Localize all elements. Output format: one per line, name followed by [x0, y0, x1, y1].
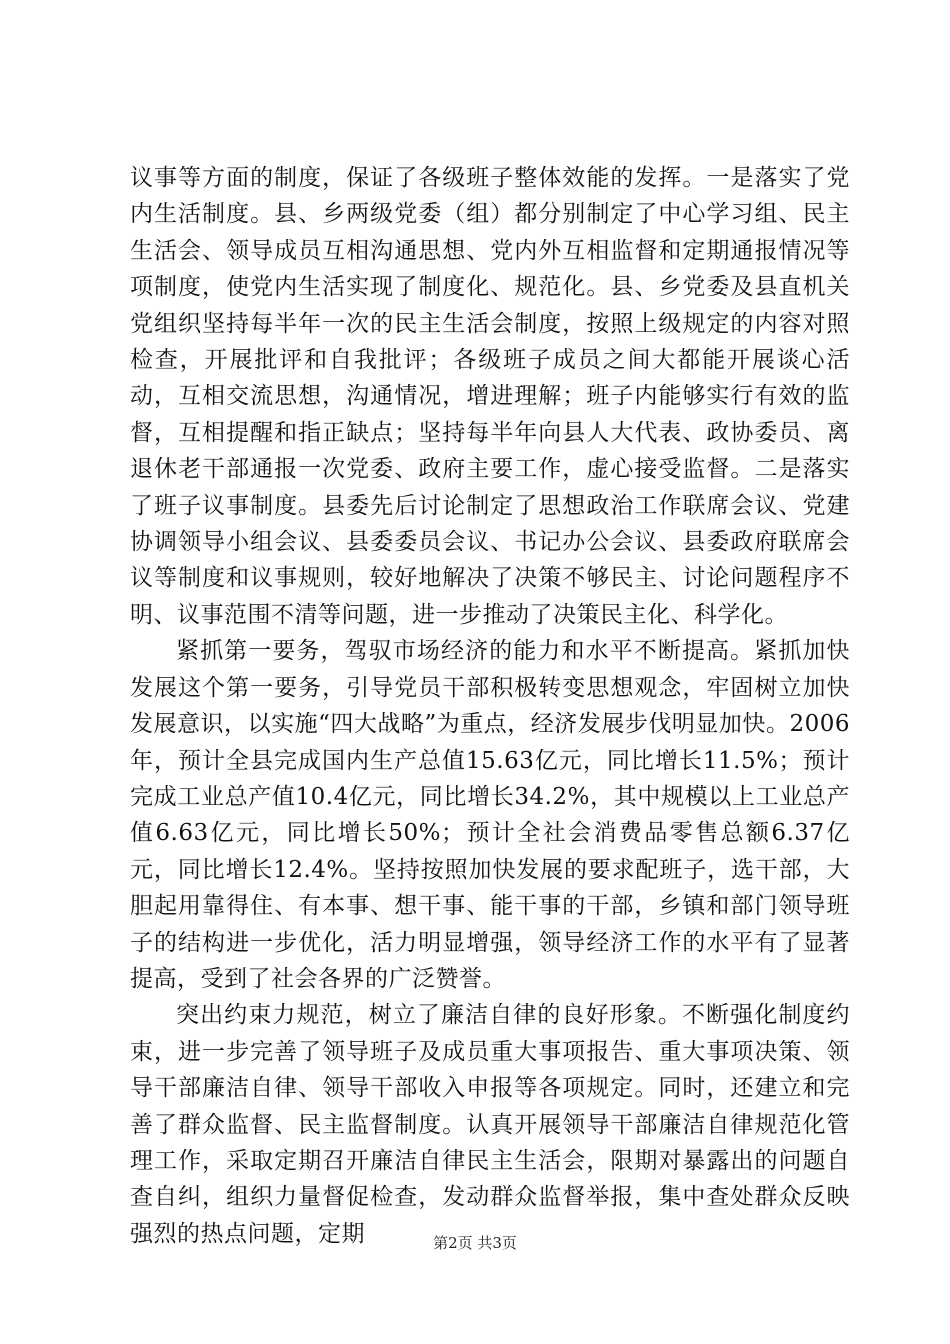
paragraph-3: 突出约束力规范，树立了廉洁自律的良好形象。不断强化制度约束，进一步完善了领导班子及成员重大事项报告、重大事项决策、领导干部廉洁自律、领导干部收入申报等各项规定。同时，还建立和完善了群众监督、民主监督制度。认真开展领导干部廉洁自律规范化管理工作，采取定期召开廉洁自律民主生活会，限期对暴露出的问题自查自纠，组织力量督促检查，发动群众监督举报，集中查处群众反映强烈的热点问题，定期	[130, 1002, 850, 1247]
paragraph-2: 紧抓第一要务，驾驭市场经济的能力和水平不断提高。紧抓加快发展这个第一要务，引导党员干部积极转变思想观念，牢固树立加快发展意识，以实施“四大战略”为重点，经济发展步伐明显加快。2006年，预计全县完成国内生产总值15.63亿元，同比增长11.5%；预计完成工业总产值10.4亿元，同比增长34.2%，其中规模以上工业总产值6.63亿元，同比增长50%；预计全社会消费品零售总额6.37亿元，同比增长12.4%。坚持按照加快发展的要求配班子，选干部，大胆起用靠得住、有本事、想干事、能干事的干部，乡镇和部门领导班子的结构进一步优化，活力明显增强，领导经济工作的水平有了显著提高，受到了社会各界的广泛赞誉。	[130, 638, 850, 992]
document-body	[130, 160, 850, 1252]
paragraph-1: 议事等方面的制度，保证了各级班子整体效能的发挥。一是落实了党内生活制度。县、乡两级党委（组）都分别制定了中心学习组、民主生活会、领导成员互相沟通思想、党内外互相监督和定期通报情况等项制度，使党内生活实现了制度化、规范化。县、乡党委及县直机关党组织坚持每半年一次的民主生活会制度，按照上级规定的内容对照检查，开展批评和自我批评；各级班子成员之间大都能开展谈心活动，互相交流思想，沟通情况，增进理解；班子内能够实行有效的监督，互相提醒和指正缺点；坚持每半年向县人大代表、政协委员、离退休老干部通报一次党委、政府主要工作，虚心接受监督。二是落实了班子议事制度。县委先后讨论制定了思想政治工作联席会议、党建协调领导小组会议、县委委员会议、书记办公会议、县委政府联席会议等制度和议事规则，较好地解决了决策不够民主、讨论问题程序不明、议事范围不清等问题，进一步推动了决策民主化、科学化。	[130, 165, 850, 628]
page-number-footer: 第2页 共3页	[433, 1234, 517, 1252]
